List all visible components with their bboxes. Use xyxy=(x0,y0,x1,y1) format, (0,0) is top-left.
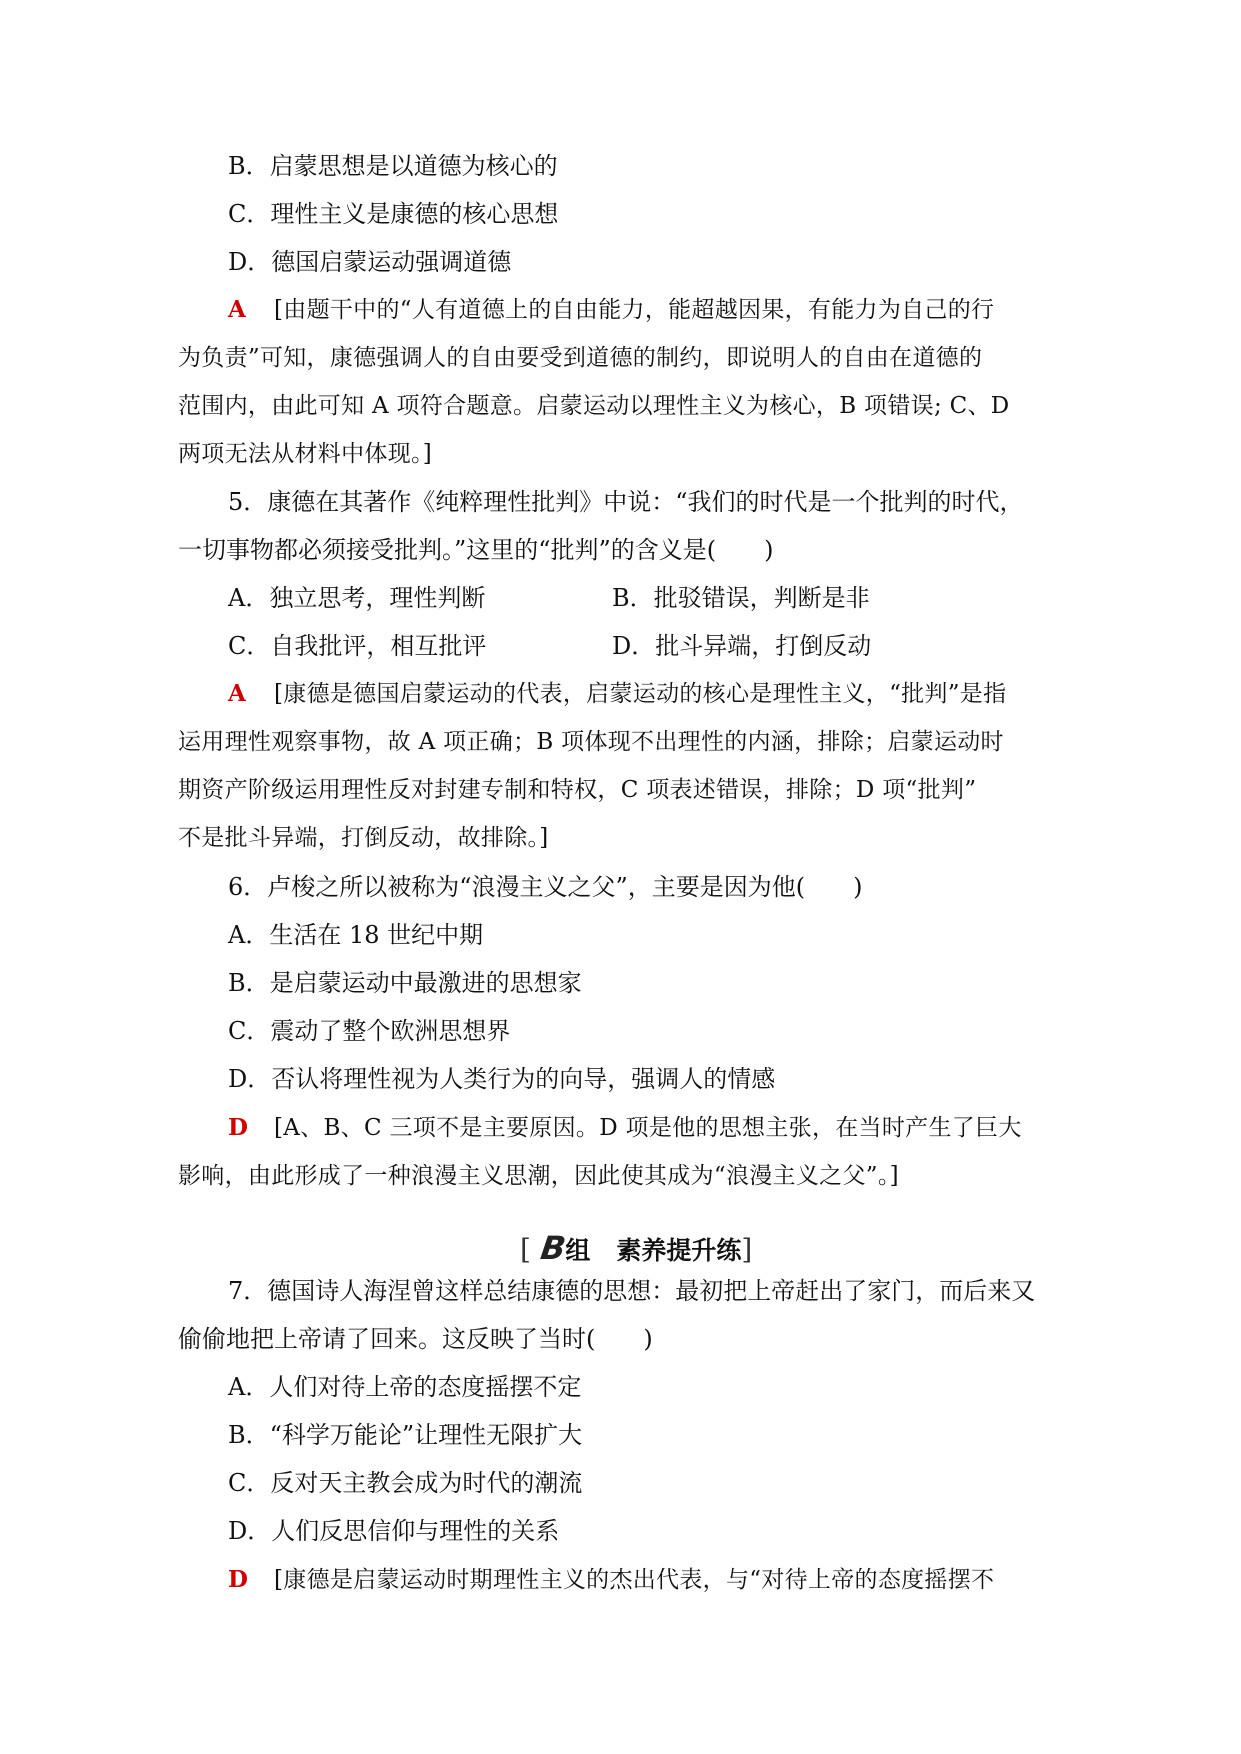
q6-option-b: B．是启蒙运动中最激进的思想家 xyxy=(228,969,582,997)
q5-explanation-line-1: A [康德是德国启蒙运动的代表，启蒙运动的核心是理性主义，“批判”是指 xyxy=(228,680,1007,707)
q7-stem-line-2: 偷偷地把上帝请了回来。这反映了当时( ) xyxy=(178,1325,653,1353)
q4-explanation-line-2: 为负责”可知，康德强调人的自由要受到道德的制约，即说明人的自由在道德的 xyxy=(178,345,983,371)
q4-option-c: C．理性主义是康德的核心思想 xyxy=(228,200,559,228)
q6-answer: D xyxy=(228,1114,249,1141)
q7-explanation-line-1: D [康德是启蒙运动时期理性主义的杰出代表，与“对待上帝的态度摇摆不 xyxy=(228,1566,995,1593)
q7-option-d: D．人们反思信仰与理性的关系 xyxy=(228,1517,560,1545)
q4-explanation-line-4: 两项无法从材料中体现。] xyxy=(178,441,433,467)
q7-option-a: A．人们对待上帝的态度摇摆不定 xyxy=(228,1373,582,1401)
q6-option-d: D．否认将理性视为人类行为的向导，强调人的情感 xyxy=(228,1065,776,1093)
q6-explanation-line-1: D [A、B、C 三项不是主要原因。D 项是他的思想主张，在当时产生了巨大 xyxy=(228,1114,1022,1141)
group-char: 组 xyxy=(565,1236,591,1265)
q5-explanation-line-3: 期资产阶级运用理性反对封建专制和特权，C 项表述错误，排除；D 项“批判” xyxy=(178,777,977,803)
section-open-bracket: [ xyxy=(520,1233,531,1266)
group-letter: B xyxy=(538,1229,568,1267)
q5-answer: A xyxy=(228,680,247,707)
q7-answer: D xyxy=(228,1566,249,1593)
q5-explanation-line-4: 不是批斗异端，打倒反动，故排除。] xyxy=(178,825,549,851)
section-title: 素养提升练 xyxy=(616,1236,742,1265)
section-close-bracket: ] xyxy=(741,1233,753,1266)
q4-answer: A xyxy=(228,296,247,323)
q7-stem-line-1: 7．德国诗人海涅曾这样总结康德的思想：最初把上帝赶出了家门，而后来又 xyxy=(228,1277,1036,1305)
q5-option-c: C．自我批评，相互批评 xyxy=(228,632,487,660)
q5-option-d: D．批斗异端，打倒反动 xyxy=(612,632,872,660)
q4-explanation-line-3: 范围内，由此可知 A 项符合题意。启蒙运动以理性主义为核心，B 项错误; C、D xyxy=(178,393,1010,419)
section-header xyxy=(520,1228,780,1268)
q6-option-c: C．震动了整个欧洲思想界 xyxy=(228,1017,511,1045)
q5-stem-line-1: 5．康德在其著作《纯粹理性批判》中说：“我们的时代是一个批判的时代， xyxy=(228,488,1024,516)
q7-option-b: B．“科学万能论”让理性无限扩大 xyxy=(228,1421,583,1449)
q6-option-a: A．生活在 18 世纪中期 xyxy=(228,921,484,949)
q6-stem: 6．卢梭之所以被称为“浪漫主义之父”，主要是因为他( ) xyxy=(228,873,863,901)
q4-option-d: D．德国启蒙运动强调道德 xyxy=(228,248,512,276)
q5-stem-line-2: 一切事物都必须接受批判。”这里的“批判”的含义是( ) xyxy=(178,536,774,564)
q6-explanation-line-2: 影响，由此形成了一种浪漫主义思潮，因此使其成为“浪漫主义之父”。] xyxy=(178,1163,899,1189)
q7-option-c: C．反对天主教会成为时代的潮流 xyxy=(228,1469,583,1497)
q5-option-b: B．批驳错误，判断是非 xyxy=(612,584,870,612)
q4-option-b: B．启蒙思想是以道德为核心的 xyxy=(228,152,558,180)
q5-option-a: A．独立思考，理性判断 xyxy=(228,584,486,612)
q5-explanation-line-2: 运用理性观察事物，故 A 项正确；B 项体现不出理性的内涵，排除；启蒙运动时 xyxy=(178,729,1004,755)
q4-explanation-line-1: A [由题干中的“人有道德上的自由能力，能超越因果，有能力为自己的行 xyxy=(228,296,995,323)
